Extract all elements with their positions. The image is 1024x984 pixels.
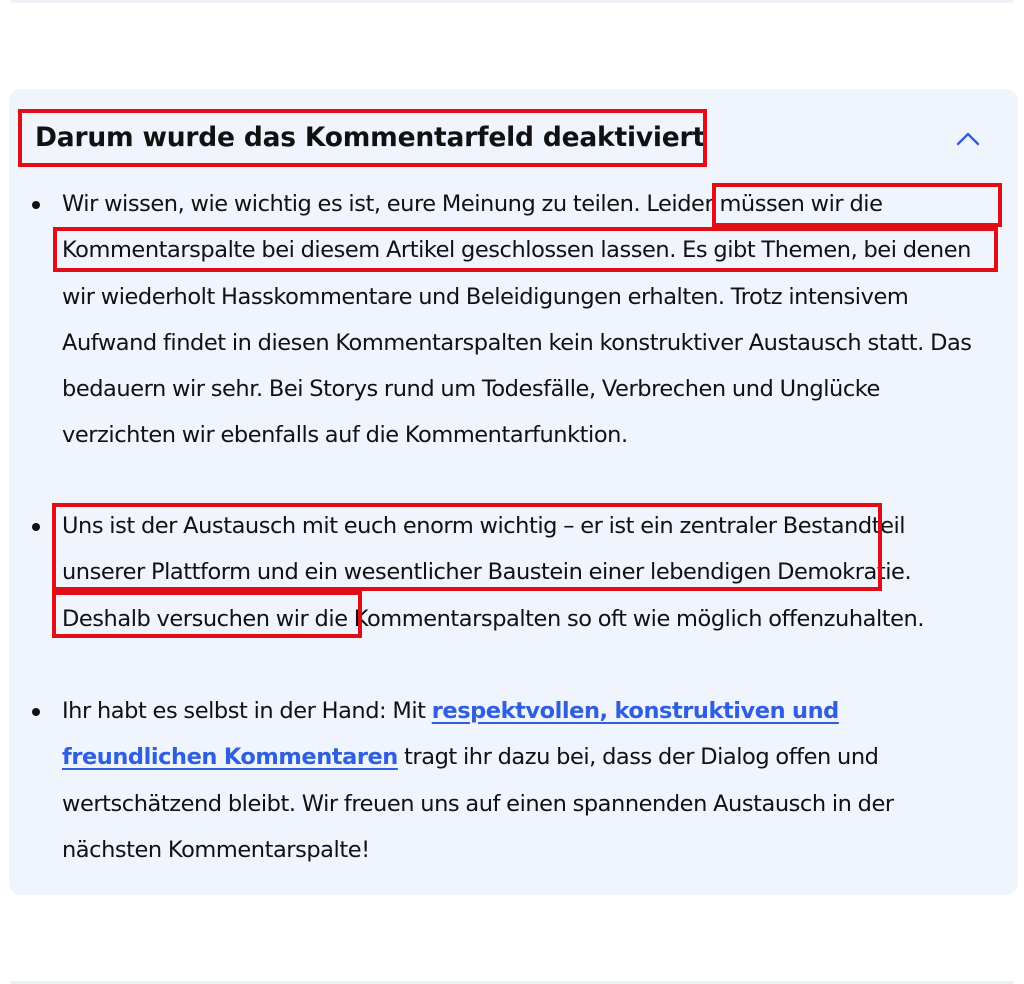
bullet-dot [32, 523, 40, 531]
highlight-box-leider [712, 183, 1002, 227]
bullet-3-after: tragt ihr dazu bei, dass der Dialog offen und wertschätzend bleibt. Wir freuen uns auf einen spannenden Austausch in der nächsten Kommentarspalte! [62, 744, 894, 863]
top-divider [10, 0, 1014, 3]
highlight-box-austausch [52, 503, 882, 591]
highlight-box-kommentarspalte [53, 227, 998, 272]
bullet-1-lead: Wir wissen, wie wichtig es ist, eure Meinung zu teilen. [62, 191, 641, 217]
panel-title: Darum wurde das Kommentarfeld deaktiviert [35, 122, 705, 153]
bullet-dot [32, 708, 40, 716]
bullet-1-text: Leider müssen wir die Kommentarspalte bei diesem Artikel geschlossen lassen. Es gibt Themen, bei denen wir wiederholt Hasskommentare und Beleidigungen erhalten. Trotz intensivem Aufwand findet in diesen Kommentarspalten kein konstruktiver Austausch statt. Das bedauern wir sehr. Bei Storys rund um Todesfälle, Verbrechen und Unglücke verzichten wir ebenfalls auf die Kommentarfunktion. [62, 191, 972, 449]
bullet-2-text: Uns ist der Austausch mit euch enorm wichtig – er ist ein zentraler Bestandteil unserer Plattform und ein wesentlicher Baustein einer lebendigen Demokratie. Deshalb versuchen wir die Kommentarspalten so oft wie möglich offenzuhalten. [62, 513, 925, 632]
collapse-toggle-button[interactable] [953, 124, 983, 152]
respectful-comments-link[interactable]: respektvollen, konstruktiven und freundlichen Kommentaren [62, 698, 839, 771]
highlight-box-title [18, 109, 707, 167]
highlight-box-demokratie [52, 591, 362, 638]
bullet-item-3 [62, 688, 992, 873]
chevron-up-icon [953, 124, 983, 152]
bullet-3-before: Ihr habt es selbst in der Hand: Mit [62, 698, 432, 724]
bullet-dot [32, 201, 40, 209]
